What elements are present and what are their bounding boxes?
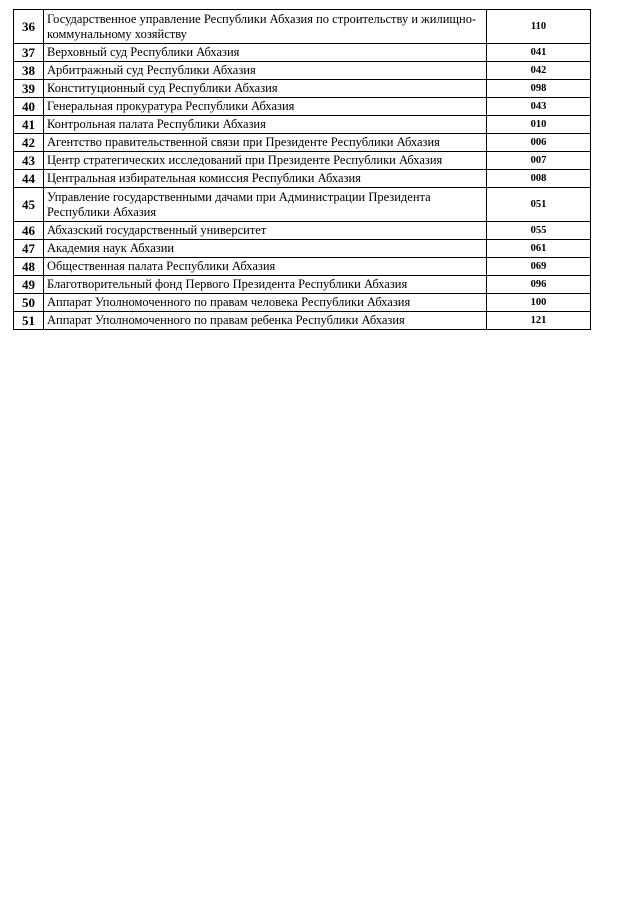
table-row [14, 240, 591, 258]
organization-code-cell: 006 [487, 134, 591, 152]
organization-name-cell: Аппарат Уполномоченного по правам ребенка Республики Абхазия [44, 312, 487, 330]
row-number-cell: 42 [14, 134, 44, 152]
row-number-cell: 38 [14, 62, 44, 80]
row-number-cell: 51 [14, 312, 44, 330]
table-row [14, 44, 591, 62]
table-row [14, 170, 591, 188]
organization-name-cell: Управление государственными дачами при Администрации Президента Республики Абхазия [44, 188, 487, 222]
organization-code-cell: 061 [487, 240, 591, 258]
row-number-cell: 37 [14, 44, 44, 62]
organization-code-cell: 007 [487, 152, 591, 170]
organization-code-cell: 051 [487, 188, 591, 222]
row-number-cell: 43 [14, 152, 44, 170]
organization-code-cell: 096 [487, 276, 591, 294]
organization-name-cell: Арбитражный суд Республики Абхазия [44, 62, 487, 80]
row-number-cell: 48 [14, 258, 44, 276]
row-number-cell: 44 [14, 170, 44, 188]
row-number-cell: 46 [14, 222, 44, 240]
table-row [14, 116, 591, 134]
organization-name-cell: Контрольная палата Республики Абхазия [44, 116, 487, 134]
table-row [14, 294, 591, 312]
table-row [14, 276, 591, 294]
organization-name-cell: Абхазский государственный университет [44, 222, 487, 240]
table-row [14, 188, 591, 222]
table-row [14, 312, 591, 330]
organization-name-cell: Благотворительный фонд Первого Президента Республики Абхазия [44, 276, 487, 294]
organization-name-cell: Верховный суд Республики Абхазия [44, 44, 487, 62]
organization-name-cell: Конституционный суд Республики Абхазия [44, 80, 487, 98]
row-number-cell: 36 [14, 10, 44, 44]
organization-code-cell: 041 [487, 44, 591, 62]
organization-code-cell: 055 [487, 222, 591, 240]
organization-name-cell: Аппарат Уполномоченного по правам человека Республики Абхазия [44, 294, 487, 312]
organizations-table [13, 9, 591, 330]
table-row [14, 98, 591, 116]
table-row [14, 258, 591, 276]
table-row [14, 134, 591, 152]
organization-name-cell: Академия наук Абхазии [44, 240, 487, 258]
row-number-cell: 40 [14, 98, 44, 116]
row-number-cell: 50 [14, 294, 44, 312]
organization-name-cell: Общественная палата Республики Абхазия [44, 258, 487, 276]
row-number-cell: 47 [14, 240, 44, 258]
organization-code-cell: 069 [487, 258, 591, 276]
table-row [14, 80, 591, 98]
row-number-cell: 45 [14, 188, 44, 222]
row-number-cell: 39 [14, 80, 44, 98]
organization-code-cell: 100 [487, 294, 591, 312]
row-number-cell: 49 [14, 276, 44, 294]
organization-code-cell: 110 [487, 10, 591, 44]
organization-name-cell: Генеральная прокуратура Республики Абхазия [44, 98, 487, 116]
organization-code-cell: 043 [487, 98, 591, 116]
table-row [14, 10, 591, 44]
organization-name-cell: Агентство правительственной связи при Президенте Республики Абхазия [44, 134, 487, 152]
organization-name-cell: Центральная избирательная комиссия Республики Абхазия [44, 170, 487, 188]
table-row [14, 152, 591, 170]
row-number-cell: 41 [14, 116, 44, 134]
organization-code-cell: 042 [487, 62, 591, 80]
organization-name-cell: Центр стратегических исследований при Президенте Республики Абхазия [44, 152, 487, 170]
organization-name-cell: Государственное управление Республики Абхазия по строительству и жилищно- коммунальному хозяйству [44, 10, 487, 44]
organizations-table-body [14, 10, 591, 330]
organization-code-cell: 010 [487, 116, 591, 134]
table-row [14, 222, 591, 240]
table-row [14, 62, 591, 80]
organization-code-cell: 098 [487, 80, 591, 98]
organization-code-cell: 008 [487, 170, 591, 188]
organization-code-cell: 121 [487, 312, 591, 330]
